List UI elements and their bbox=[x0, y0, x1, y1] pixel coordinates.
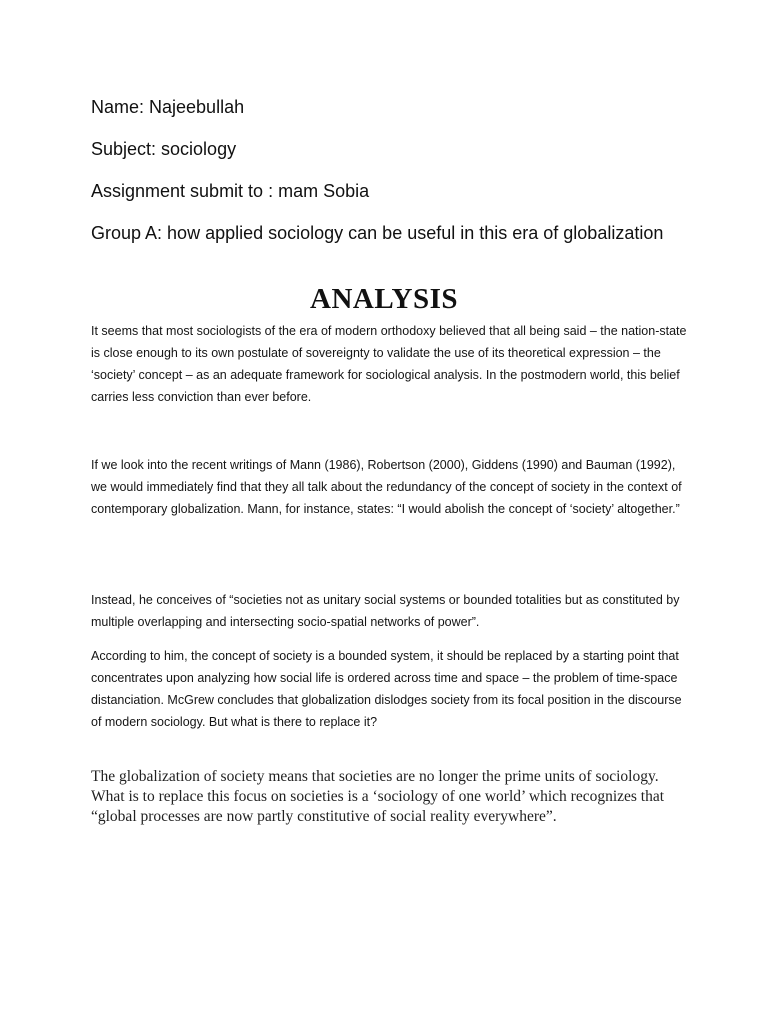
section-title: ANALYSIS bbox=[310, 283, 458, 315]
assignment-recipient-line: Assignment submit to : mam Sobia bbox=[91, 181, 370, 201]
paragraph-societies-conception: Instead, he conceives of “societies not as unitary social systems or bounded totalities but as constituted by multiple overlapping and intersecting socio-spatial networks of power”. bbox=[91, 593, 680, 629]
subject-line: Subject: sociology bbox=[91, 139, 237, 159]
group-topic-line: Group A: how applied sociology can be useful in this era of globalization bbox=[91, 223, 664, 243]
student-name-line: Name: Najeebullah bbox=[91, 97, 245, 117]
paragraph-bounded-system: According to him, the concept of society is a bounded system, it should be replaced by a starting point that concentrates upon analyzing how social life is ordered across time and space – the problem of time-space distanciation. McGrew concludes that globalization dislodges society from its focal position in the discourse of modern sociology. But what is there to replace it? bbox=[91, 649, 682, 729]
paragraph-recent-writings: If we look into the recent writings of Mann (1986), Robertson (2000), Giddens (1990) and Bauman (1992), we would immediately find that they all talk about the redundancy of the concept of society in the context of contemporary globalization. Mann, for instance, states: “I would abolish the concept of ‘society’ altogether.” bbox=[91, 458, 682, 516]
paragraph-globalization-of-society: The globalization of society means that societies are no longer the prime units of sociology. What is to replace this focus on societies is a ‘sociology of one world’ which recognizes that “global processes are now partly constitutive of social reality everywhere”. bbox=[91, 768, 665, 825]
paragraph-modern-orthodoxy: It seems that most sociologists of the era of modern orthodoxy believed that all being said – the nation-state is close enough to its own postulate of sovereignty to validate the use of its theoretical expression – the ‘society’ concept – as an adequate framework for sociological analysis. In the postmodern world, this belief carries less conviction than ever before. bbox=[91, 324, 687, 404]
